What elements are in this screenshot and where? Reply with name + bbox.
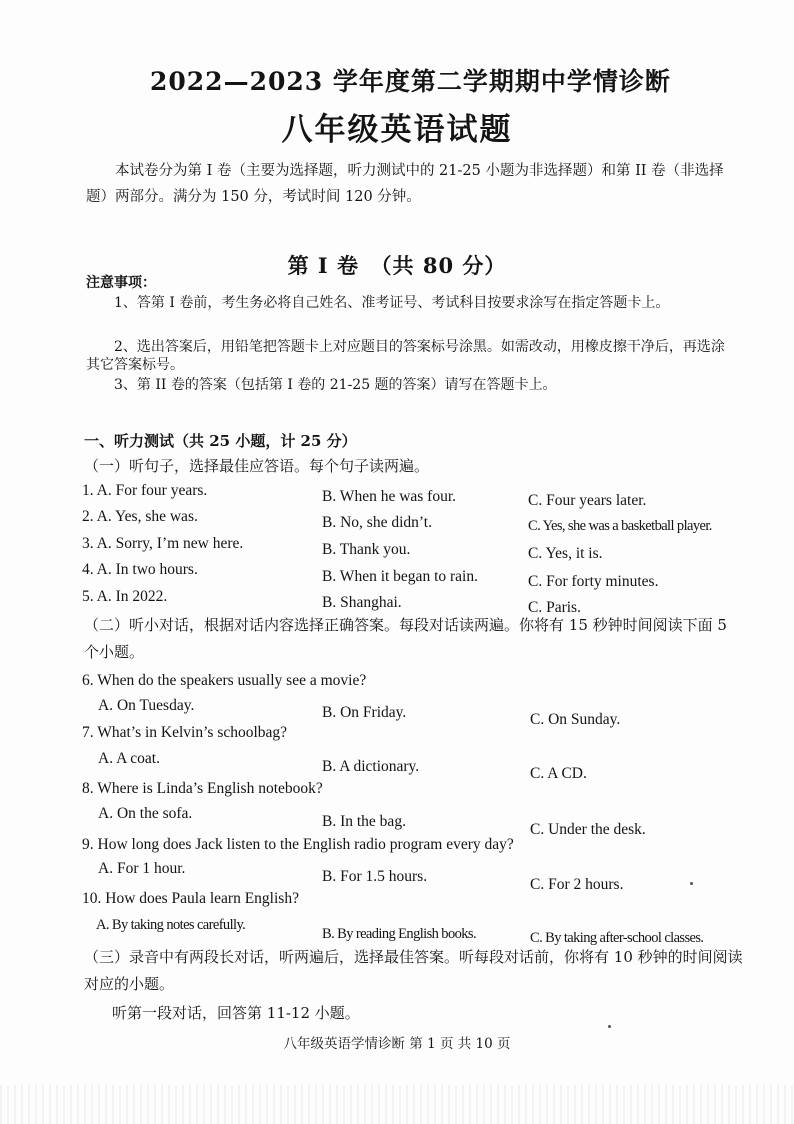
question-6-stem: 6. When do the speakers usually see a movie? — [82, 672, 367, 689]
exam-title-line1: 2022—2023 学年度第二学期期中学情诊断 — [150, 67, 671, 96]
question-10-stem: 10. How does Paula learn English? — [82, 890, 299, 907]
scan-noise — [0, 1085, 794, 1124]
question-1-option-c: C. Four years later. — [528, 492, 647, 509]
notice-title: 注意事项： — [86, 275, 156, 291]
question-10-option-c: C. By taking after-school classes. — [530, 930, 704, 946]
exam-title-line2: 八年级英语试题 — [281, 112, 513, 148]
question-6-option-c: C. On Sunday. — [530, 711, 621, 728]
question-4-option-c: C. For forty minutes. — [528, 573, 659, 590]
scan-speck — [608, 1025, 611, 1028]
notice-item-1: 1、答第 I 卷前，考生务必将自己姓名、准考证号、考试科目按要求涂写在指定答题卡上。 — [114, 295, 670, 311]
listening-section-title: 一、听力测试（共 25 小题，计 25 分） — [84, 432, 357, 450]
question-3-option-a: 3. A. Sorry, I’m new here. — [82, 535, 244, 552]
scan-speck — [690, 882, 693, 885]
question-4-option-a: 4. A. In two hours. — [82, 561, 198, 578]
question-8-option-a: A. On the sofa. — [98, 805, 193, 822]
question-9-option-b: B. For 1.5 hours. — [322, 868, 428, 885]
question-2-option-c: C. Yes, she was a basketball player. — [528, 518, 712, 534]
question-4-option-b: B. When it began to rain. — [322, 568, 478, 585]
question-1-option-a: 1. A. For four years. — [82, 482, 208, 499]
question-9-option-c: C. For 2 hours. — [530, 876, 624, 893]
listening-sub1-instruction: （一）听句子，选择最佳应答语。每个句子读两遍。 — [84, 457, 430, 475]
dialog1-intro: 听第一段对话，回答第 11-12 小题。 — [112, 1004, 360, 1022]
question-7-option-b: B. A dictionary. — [322, 758, 420, 775]
notice-item-3: 3、第 II 卷的答案（包括第 I 卷的 21-25 题的答案）请写在答题卡上。 — [114, 377, 557, 393]
question-9-stem: 9. How long does Jack listen to the English radio program every day? — [82, 836, 514, 853]
question-5-option-a: 5. A. In 2022. — [82, 588, 168, 605]
question-1-option-b: B. When he was four. — [322, 488, 457, 505]
question-7-stem: 7. What’s in Kelvin’s schoolbag? — [82, 724, 288, 741]
question-7-option-c: C. A CD. — [530, 765, 587, 782]
question-6-option-b: B. On Friday. — [322, 704, 407, 721]
question-8-option-c: C. Under the desk. — [530, 821, 646, 838]
listening-sub2-instruction: （二）听小对话，根据对话内容选择正确答案。每段对话读两遍。你将有 15 秒钟时间阅读下面 5 个小题。 — [84, 616, 727, 661]
question-7-option-a: A. A coat. — [98, 750, 160, 767]
question-5-option-c: C. Paris. — [528, 599, 581, 616]
question-9-option-a: A. For 1 hour. — [98, 860, 186, 877]
question-3-option-b: B. Thank you. — [322, 541, 411, 558]
listening-sub3-instruction: （三）录音中有两段长对话，听两遍后，选择最佳答案。听每段对话前，你将有 10 秒钟的时间阅读对应的小题。 — [84, 948, 743, 993]
question-6-option-a: A. On Tuesday. — [98, 697, 195, 714]
question-10-option-a: A. By taking notes carefully. — [96, 917, 246, 933]
page-footer: 八年级英语学情诊断 第 1 页 共 10 页 — [283, 1036, 511, 1052]
part1-title: 第 I 卷 （共 80 分） — [287, 253, 507, 278]
question-2-option-b: B. No, she didn’t. — [322, 514, 432, 531]
question-2-option-a: 2. A. Yes, she was. — [82, 508, 198, 525]
question-8-stem: 8. Where is Linda’s English notebook? — [82, 780, 323, 797]
question-5-option-b: B. Shanghai. — [322, 594, 402, 611]
notice-item-2: 2、选出答案后，用铅笔把答题卡上对应题目的答案标号涂黑。如需改动，用橡皮擦干净后，再选涂其它答案标号。 — [86, 339, 725, 373]
question-8-option-b: B. In the bag. — [322, 813, 406, 830]
exam-intro: 本试卷分为第 I 卷（主要为选择题，听力测试中的 21-25 小题为非选择题）和第 II 卷（非选择题）两部分。满分为 150 分，考试时间 120 分钟。 — [86, 163, 724, 205]
question-10-option-b: B. By reading English books. — [322, 926, 476, 942]
question-3-option-c: C. Yes, it is. — [528, 545, 603, 562]
